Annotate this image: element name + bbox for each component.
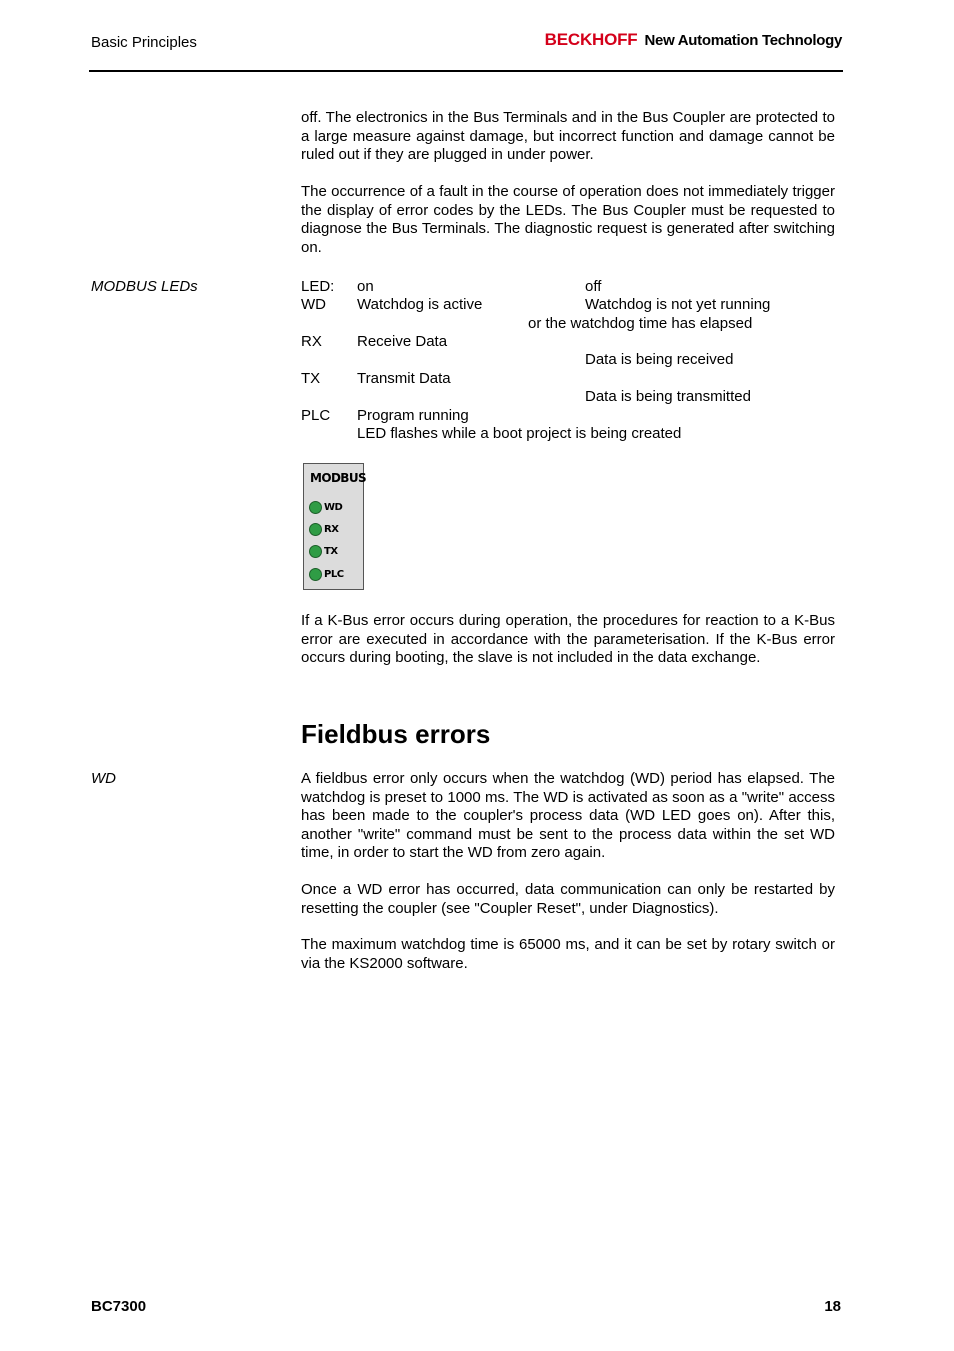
led-row-plc-on: Program running bbox=[357, 407, 469, 424]
led-row-wd-name: WD bbox=[301, 296, 326, 313]
led-rx-label: RX bbox=[324, 524, 339, 535]
led-row-wd-on: Watchdog is active bbox=[357, 296, 483, 313]
led-row-wd-off: Watchdog is not yet running bbox=[585, 296, 771, 313]
brand-tagline: New Automation Technology bbox=[644, 32, 842, 49]
heading-fieldbus-errors: Fieldbus errors bbox=[301, 719, 491, 749]
side-label-wd: WD bbox=[91, 770, 116, 787]
header-rule bbox=[89, 70, 843, 72]
paragraph-watchdog: A fieldbus error only occurs when the watchdog (WD) period has elapsed. The watchdog is preset to 1000 ms. The WD is activated as soon as a "write" access has been made to the coupler's process data (WD LED goes on). After this, another "write" command must be sent to the process data within the set WD time, in order to start the WD from zero again. bbox=[301, 770, 835, 861]
footer-doc-id: BC7300 bbox=[91, 1298, 147, 1315]
led-table-header-on: on bbox=[357, 278, 374, 295]
led-row-plc-on-cont: LED flashes while a boot project is being created bbox=[357, 425, 682, 442]
led-row-plc-name: PLC bbox=[301, 407, 331, 424]
footer-page-number: 18 bbox=[824, 1298, 841, 1315]
led-row-rx-name: RX bbox=[301, 333, 322, 350]
paragraph-power: off. The electronics in the Bus Terminals and in the Bus Coupler are protected to a large measure against damage, but incorrect function and damage cannot be ruled out if they are plugged in under power. bbox=[301, 109, 835, 163]
paragraph-wd-error: Once a WD error has occurred, data communication can only be restarted by resetting the coupler (see "Coupler Reset", under Diagnostics). bbox=[301, 881, 835, 917]
led-tx-indicator bbox=[309, 545, 322, 558]
led-wd-label: WD bbox=[324, 502, 343, 513]
led-row-wd-off-cont: or the watchdog time has elapsed bbox=[528, 315, 753, 332]
led-row-tx-name: TX bbox=[301, 370, 321, 387]
brand bbox=[545, 30, 842, 50]
paragraph-kbus-error: If a K-Bus error occurs during operation, the procedures for reaction to a K-Bus error are executed in accordance with the parameterisation. If the K-Bus error occurs during booting, the slave is not included in the data exchange. bbox=[301, 612, 835, 666]
paragraph-diagnostics: The occurrence of a fault in the course of operation does not immediately trigger the display of error codes by the LEDs. The Bus Coupler must be requested to diagnose the Bus Terminals. The diagnostic request is generated after switching on. bbox=[301, 183, 835, 256]
led-row-rx-on: Receive Data bbox=[357, 333, 448, 350]
led-plc-indicator bbox=[309, 568, 322, 581]
led-row-rx-off: Data is being received bbox=[585, 351, 734, 368]
modbus-led-panel bbox=[303, 463, 367, 590]
led-row-tx-on: Transmit Data bbox=[357, 370, 451, 387]
led-plc-label: PLC bbox=[324, 569, 344, 580]
beckhoff-logo: BECKHOFF bbox=[544, 30, 638, 49]
side-label-modbus-leds: MODBUS LEDs bbox=[91, 278, 198, 295]
led-table-header-led: LED: bbox=[301, 278, 335, 295]
led-row-tx-off: Data is being transmitted bbox=[585, 388, 751, 405]
panel-title: MODBUS bbox=[310, 471, 367, 485]
led-table-header-off: off bbox=[585, 278, 602, 295]
led-rx-indicator bbox=[309, 523, 322, 536]
led-tx-label: TX bbox=[324, 546, 338, 557]
led-wd-indicator bbox=[309, 501, 322, 514]
paragraph-wd-max: The maximum watchdog time is 65000 ms, and it can be set by rotary switch or via the KS2000 software. bbox=[301, 936, 835, 972]
header-section-title: Basic Principles bbox=[91, 34, 197, 51]
